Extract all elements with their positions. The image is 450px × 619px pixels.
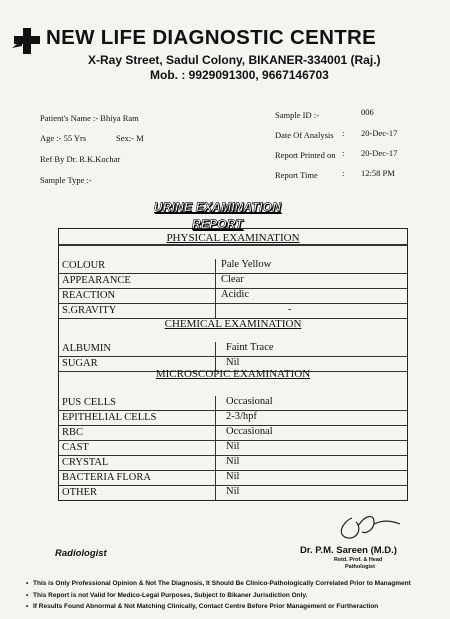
report-printed-label: Report Printed on bbox=[275, 150, 336, 160]
row-value: Nil bbox=[226, 357, 240, 368]
row-value: Nil bbox=[226, 486, 240, 497]
report-time-label: Report Time bbox=[275, 170, 318, 180]
table-row bbox=[58, 274, 408, 289]
section-chemical: CHEMICAL EXAMINATION bbox=[164, 318, 302, 330]
colon: : bbox=[342, 168, 345, 178]
table-row bbox=[58, 486, 408, 501]
analysis-date-label: Date Of Analysis bbox=[275, 130, 334, 140]
signature bbox=[322, 508, 402, 546]
row-label: CAST bbox=[62, 442, 89, 453]
row-value: Clear bbox=[221, 274, 244, 285]
cross-logo-icon bbox=[12, 26, 42, 56]
row-label: COLOUR bbox=[62, 260, 106, 271]
section-physical: PHYSICAL EXAMINATION bbox=[166, 232, 300, 244]
patient-name: Patient's Name :- Bhiya Ram bbox=[40, 113, 139, 123]
table-row bbox=[58, 426, 408, 441]
divider bbox=[58, 244, 408, 246]
row-value: Occasional bbox=[226, 426, 273, 437]
table-row bbox=[58, 259, 408, 274]
table-row bbox=[58, 471, 408, 486]
analysis-date-value: 20-Dec-17 bbox=[361, 128, 398, 138]
centre-name: NEW LIFE DIAGNOSTIC CENTRE bbox=[46, 26, 377, 49]
row-label: CRYSTAL bbox=[62, 457, 109, 468]
report-printed-value: 20-Dec-17 bbox=[361, 148, 398, 158]
report-title: URINE EXAMINATION REPORT bbox=[153, 200, 282, 231]
table-row bbox=[58, 411, 408, 426]
patient-sex: Sex:- M bbox=[116, 133, 144, 143]
row-label: BACTERIA FLORA bbox=[62, 472, 151, 483]
colon: : bbox=[342, 148, 345, 158]
row-value: Nil bbox=[226, 441, 240, 452]
table-row bbox=[58, 396, 408, 411]
row-value: - bbox=[288, 304, 292, 315]
sample-id-label: Sample ID :- bbox=[275, 110, 319, 120]
ref-by: Ref By Dr. R.K.Kochar bbox=[40, 154, 121, 164]
table-row bbox=[58, 456, 408, 471]
row-value: Nil bbox=[226, 471, 240, 482]
table-row bbox=[58, 441, 408, 456]
table-row bbox=[58, 289, 408, 304]
row-label: S.GRAVITY bbox=[62, 305, 117, 316]
row-value: Faint Trace bbox=[226, 342, 274, 353]
sample-id-value: 006 bbox=[361, 107, 374, 117]
row-label: APPEARANCE bbox=[62, 275, 131, 286]
doctor-role: Pathologist bbox=[345, 564, 375, 570]
doctor-title: Retd. Prof. & Head bbox=[334, 557, 383, 563]
sample-type: Sample Type :- bbox=[40, 175, 92, 185]
centre-address: X-Ray Street, Sadul Colony, BIKANER-334001 (Raj.) bbox=[88, 53, 381, 67]
table-row bbox=[58, 342, 408, 357]
report-time-value: 12:58 PM bbox=[361, 168, 395, 178]
colon: : bbox=[342, 128, 345, 138]
patient-age: Age :- 55 Yrs bbox=[40, 133, 87, 143]
centre-mobile: Mob. : 9929091300, 9667146703 bbox=[150, 68, 329, 82]
row-label: ALBUMIN bbox=[62, 343, 111, 354]
row-value: Pale Yellow bbox=[221, 259, 272, 270]
row-label: RBC bbox=[62, 427, 84, 438]
disclaimer-note: • This Report is not Valid for Medico-Legal Purposes, Subject to Bikaner Jurisdiction Only. bbox=[33, 592, 307, 599]
section-microscopic: MICROSCOPIC EXAMINATION bbox=[155, 368, 311, 380]
row-label: EPITHELIAL CELLS bbox=[62, 412, 157, 423]
row-value: Occasional bbox=[226, 396, 273, 407]
row-label: OTHER bbox=[62, 487, 97, 498]
row-value: 2-3/hpf bbox=[226, 411, 257, 422]
row-label: PUS CELLS bbox=[62, 397, 116, 408]
row-label: SUGAR bbox=[62, 358, 98, 369]
row-label: REACTION bbox=[62, 290, 116, 301]
table-row bbox=[58, 304, 408, 319]
disclaimer-note: • This is Only Professional Opinion & Not The Diagnosis, It Should Be Clinico-Pathologically Correlated Prior to Managment bbox=[33, 580, 411, 587]
row-value: Nil bbox=[226, 456, 240, 467]
radiologist-label: Radiologist bbox=[55, 548, 107, 559]
row-value: Acidic bbox=[221, 289, 249, 300]
doctor-name: Dr. P.M. Sareen (M.D.) bbox=[300, 545, 397, 556]
disclaimer-note: • If Results Found Abnormal & Not Matching Clinically, Contact Centre Before Prior Management or Furtheraction bbox=[33, 603, 378, 610]
